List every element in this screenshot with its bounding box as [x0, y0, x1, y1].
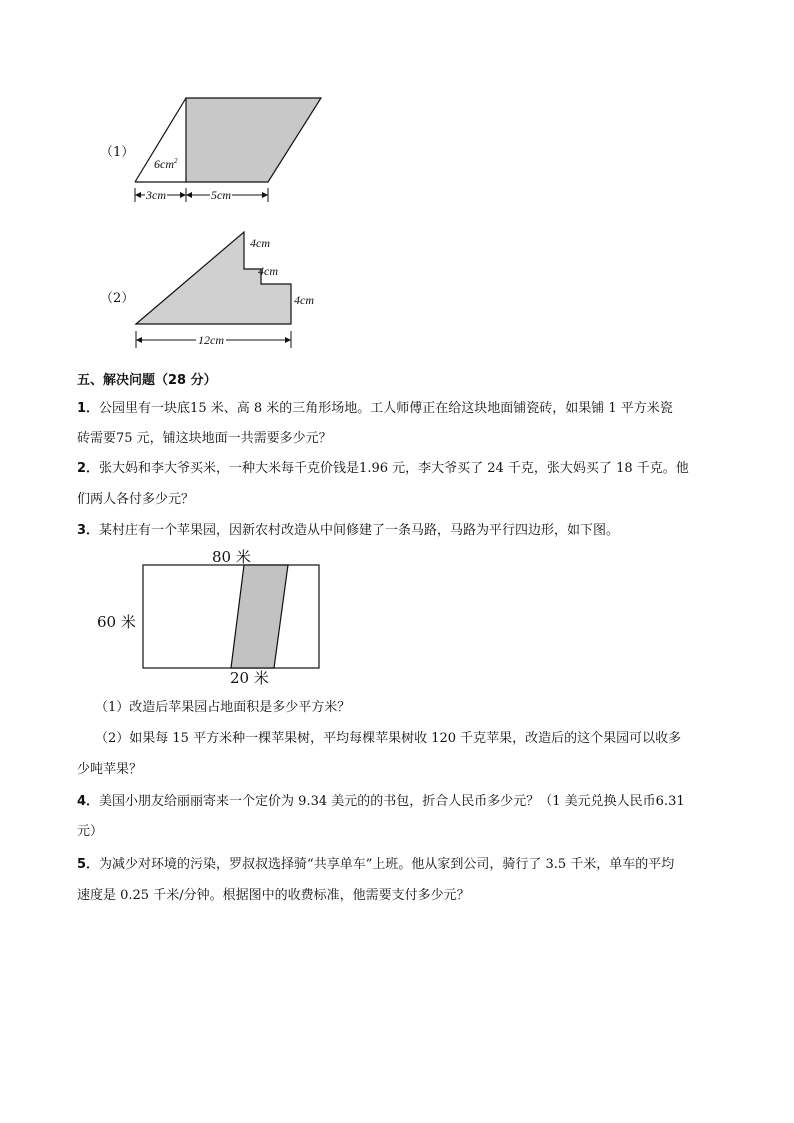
figure-1-left-base-label: 3cm	[146, 188, 166, 202]
orchard-diagram	[140, 563, 324, 671]
problem-3-question-1: （1）改造后苹果园占地面积是多少平方米？	[95, 700, 351, 715]
figure-2-right-label: 4cm	[294, 293, 314, 307]
problem-5-line-1: 5．为减少对环境的污染，罗叔叔选择骑“共享单车”上班。他从家到公司，骑行了 3.5 千米，单车的平均	[77, 857, 675, 872]
figure-2-step-label: 4cm	[258, 264, 278, 278]
orchard-rectangle	[143, 565, 319, 668]
orchard-top-label: 80 米	[212, 548, 251, 566]
problem-3-question-2-line-1: （2）如果每 15 平方米种一棵苹果树，平均每棵苹果树收 120 千克苹果，改造后的这个果园可以收多	[95, 731, 682, 746]
problem-5-line-2: 速度是 0.25 千米/分钟。根据图中的收费标准，他需要支付多少元？	[77, 888, 470, 903]
problem-2-line-2: 们两人各付多少元？	[77, 492, 195, 507]
orchard-bottom-label: 20 米	[230, 669, 269, 687]
figure-1-right-base-label: 5cm	[211, 188, 231, 202]
figure-2-top-label: 4cm	[250, 236, 270, 250]
problem-3-line-1: 3．某村庄有一个苹果园，因新农村改造从中间修建了一条马路，马路为平行四边形，如下图。	[77, 523, 620, 538]
figure-1-height-label: $6cm^2$	[154, 157, 178, 171]
problem-1-line-2: 砖需要75 元，铺这块地面一共需要多少元？	[77, 431, 332, 446]
problem-4-line-2: 元）	[77, 824, 104, 839]
section-title: 五、解决问题（28 分）	[77, 373, 217, 388]
problem-1-line-1: 1．公园里有一块底15 米、高 8 米的三角形场地。工人师傅正在给这块地面铺瓷砖，如果铺 1 平方米瓷	[77, 401, 673, 416]
figure-2-base-label: 12cm	[198, 333, 224, 347]
problem-3-question-2-line-2: 少吨苹果？	[77, 762, 143, 777]
figure-2-diagram	[128, 226, 328, 356]
problem-2-line-1: 2．张大妈和李大爷买米，一种大米每千克价钱是1.96 元，李大爷买了 24 千克，张大妈买了 18 千克。他	[77, 461, 689, 476]
orchard-left-label: 60 米	[97, 613, 136, 631]
problem-4-line-1: 4．美国小朋友给丽丽寄来一个定价为 9.34 美元的的书包，折合人民币多少元？（1 美元兑换人民币6.31	[77, 794, 685, 809]
parallelogram-shaded	[186, 98, 321, 182]
figure-2-index: （2）	[100, 291, 135, 306]
figure-1-index: （1）	[100, 145, 135, 160]
